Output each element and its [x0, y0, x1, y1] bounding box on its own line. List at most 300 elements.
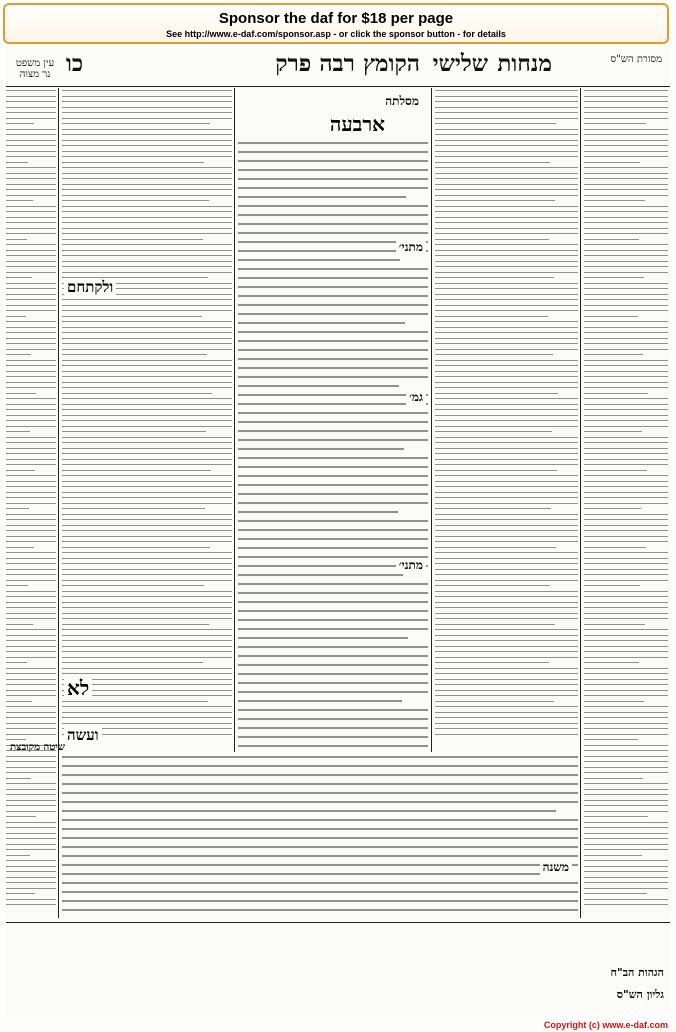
text-line	[584, 266, 668, 267]
text-line	[435, 415, 578, 416]
text-line	[62, 900, 578, 902]
text-line	[6, 800, 56, 801]
text-line	[6, 343, 56, 344]
text-line	[584, 371, 668, 372]
text-line	[6, 772, 56, 773]
text-line	[584, 492, 668, 493]
text-line	[435, 574, 578, 575]
text-line	[238, 142, 428, 144]
text-line	[62, 415, 232, 416]
text-line	[62, 189, 232, 190]
text-line	[584, 481, 668, 482]
text-line	[435, 613, 578, 614]
text-line	[6, 508, 29, 509]
text-line	[62, 635, 232, 636]
text-line	[62, 426, 232, 427]
text-line	[62, 167, 232, 168]
text-line	[238, 682, 428, 684]
text-line	[584, 206, 668, 207]
text-line	[62, 239, 203, 240]
text-line	[584, 349, 668, 350]
text-line	[62, 864, 578, 866]
text-line	[6, 866, 56, 867]
text-line	[238, 484, 428, 486]
text-line	[62, 376, 232, 377]
text-line	[435, 338, 578, 339]
text-line	[584, 288, 668, 289]
text-line	[584, 475, 668, 476]
text-line	[62, 382, 232, 383]
gemara-column	[238, 90, 428, 750]
text-line	[584, 855, 642, 856]
text-line	[6, 849, 56, 850]
text-line	[435, 420, 578, 421]
text-line	[62, 233, 232, 234]
text-line	[435, 112, 578, 113]
text-line	[584, 530, 668, 531]
text-line	[6, 426, 56, 427]
text-line	[435, 635, 578, 636]
text-line	[238, 628, 428, 630]
text-line	[584, 668, 668, 669]
text-line	[584, 904, 668, 905]
text-line	[435, 233, 578, 234]
text-line	[238, 313, 428, 315]
gemara-gemara-marker: גמ׳	[406, 390, 426, 405]
text-line	[435, 453, 578, 454]
text-line	[62, 481, 232, 482]
text-line	[584, 228, 668, 229]
text-line	[6, 794, 56, 795]
text-line	[584, 233, 668, 234]
text-line	[6, 932, 670, 933]
text-line	[584, 453, 668, 454]
text-line	[584, 783, 668, 784]
text-line	[6, 607, 56, 608]
text-line	[584, 860, 668, 861]
text-line	[62, 618, 232, 619]
text-line	[584, 772, 668, 773]
text-line	[6, 972, 670, 973]
text-line	[584, 140, 668, 141]
text-line	[238, 187, 428, 189]
text-line	[584, 134, 668, 135]
text-line	[435, 695, 578, 696]
text-line	[435, 734, 578, 735]
text-line	[584, 651, 668, 652]
text-line	[584, 211, 668, 212]
text-line	[62, 662, 203, 663]
text-line	[435, 118, 578, 119]
text-line	[6, 486, 56, 487]
text-line	[6, 316, 26, 317]
text-line	[584, 409, 668, 410]
text-line	[62, 217, 232, 218]
text-line	[6, 371, 56, 372]
text-line	[435, 728, 578, 729]
text-line	[238, 169, 428, 171]
text-line	[62, 96, 232, 97]
text-line	[435, 184, 578, 185]
text-line	[62, 107, 232, 108]
text-line	[238, 403, 428, 405]
text-line	[238, 700, 402, 702]
text-line	[6, 877, 56, 878]
text-line	[62, 195, 232, 196]
text-line	[6, 712, 56, 713]
text-line	[6, 415, 56, 416]
text-line	[435, 217, 578, 218]
text-line	[238, 448, 404, 450]
text-line	[6, 360, 56, 361]
text-line	[584, 464, 668, 465]
text-line	[62, 525, 232, 526]
text-line	[238, 745, 428, 747]
gemara-continuation	[62, 756, 578, 918]
text-line	[238, 664, 428, 666]
text-line	[584, 844, 668, 845]
text-line	[62, 613, 232, 614]
text-line	[6, 816, 36, 817]
text-line	[584, 684, 668, 685]
text-line	[435, 371, 578, 372]
text-line	[62, 585, 204, 586]
text-line	[584, 547, 646, 548]
text-line	[62, 765, 578, 767]
text-line	[584, 871, 668, 872]
text-line	[238, 718, 428, 720]
text-line	[62, 310, 232, 311]
text-line	[62, 393, 212, 394]
text-line	[6, 261, 56, 262]
chapter-title: הקומץ רבה פרק	[275, 50, 420, 77]
text-line	[6, 996, 670, 997]
text-line	[435, 459, 578, 460]
text-line	[62, 668, 232, 669]
text-line	[584, 431, 642, 432]
text-line	[238, 655, 428, 657]
text-line	[6, 475, 56, 476]
text-line	[435, 376, 578, 377]
text-line	[238, 160, 428, 162]
text-line	[435, 662, 549, 663]
text-line	[584, 646, 668, 647]
text-line	[62, 261, 232, 262]
text-line	[584, 354, 643, 355]
text-line	[6, 822, 56, 823]
text-line	[584, 305, 668, 306]
text-line	[62, 563, 232, 564]
text-line	[435, 162, 550, 163]
masoret-column	[584, 90, 668, 910]
text-line	[62, 774, 578, 776]
text-line	[6, 978, 670, 979]
text-line	[62, 503, 232, 504]
text-line	[6, 728, 56, 729]
text-line	[584, 618, 668, 619]
text-line	[238, 601, 428, 603]
text-line	[435, 151, 578, 152]
text-line	[584, 217, 668, 218]
text-line	[62, 151, 232, 152]
text-line	[435, 398, 578, 399]
text-line	[435, 552, 578, 553]
text-line	[6, 640, 56, 641]
text-line	[6, 591, 56, 592]
text-line	[584, 591, 668, 592]
text-line	[435, 651, 578, 652]
text-line	[62, 437, 232, 438]
text-line	[584, 679, 668, 680]
text-line	[584, 541, 668, 542]
text-line	[584, 613, 668, 614]
text-line	[62, 596, 232, 597]
text-line	[6, 299, 56, 300]
text-line	[584, 519, 668, 520]
text-line	[6, 195, 56, 196]
text-line	[62, 717, 232, 718]
text-line	[435, 646, 578, 647]
text-line	[6, 431, 30, 432]
text-line	[435, 701, 554, 702]
text-line	[6, 635, 56, 636]
text-line	[584, 701, 644, 702]
text-line	[584, 827, 668, 828]
text-line	[62, 514, 232, 515]
text-line	[6, 926, 670, 927]
text-line	[238, 340, 428, 342]
text-line	[6, 984, 670, 985]
text-line	[6, 453, 56, 454]
text-line	[238, 727, 428, 729]
text-line	[435, 431, 552, 432]
sponsor-banner[interactable]	[3, 3, 669, 44]
text-line	[584, 811, 668, 812]
text-line	[435, 354, 553, 355]
text-line	[435, 90, 578, 91]
text-line	[62, 272, 232, 273]
text-line	[435, 305, 578, 306]
text-line	[584, 96, 668, 97]
text-line	[62, 123, 210, 124]
text-line	[62, 420, 232, 421]
text-line	[238, 646, 428, 648]
text-line	[435, 657, 578, 658]
text-line	[62, 453, 232, 454]
text-line	[6, 547, 34, 548]
text-line	[6, 519, 56, 520]
text-line	[584, 123, 646, 124]
text-line	[435, 145, 578, 146]
text-line	[584, 178, 668, 179]
text-line	[62, 316, 202, 317]
rashi-column	[435, 90, 578, 750]
text-line	[62, 305, 232, 306]
text-line	[584, 558, 668, 559]
text-line	[584, 442, 668, 443]
text-line	[435, 250, 578, 251]
text-line	[6, 938, 670, 939]
text-line	[238, 196, 406, 198]
text-line	[6, 178, 56, 179]
text-line	[435, 178, 578, 179]
text-line	[62, 651, 232, 652]
text-line	[62, 486, 232, 487]
text-line	[238, 178, 428, 180]
copyright-notice: Copyright (c) www.e-daf.com	[543, 1020, 668, 1030]
text-line	[6, 409, 56, 410]
text-line	[584, 200, 645, 201]
text-line	[62, 184, 232, 185]
text-line	[6, 739, 26, 740]
text-line	[435, 607, 578, 608]
text-line	[6, 833, 56, 834]
text-line	[435, 492, 578, 493]
text-line	[62, 387, 232, 388]
tosafot-column	[62, 90, 232, 750]
text-line	[238, 637, 408, 639]
text-line	[6, 503, 56, 504]
text-line	[6, 961, 648, 962]
text-line	[6, 668, 56, 669]
text-line	[584, 250, 668, 251]
text-line	[6, 624, 33, 625]
text-line	[62, 569, 232, 570]
text-line	[6, 717, 56, 718]
text-line	[435, 365, 578, 366]
text-line	[584, 151, 668, 152]
text-line	[6, 283, 56, 284]
text-line	[435, 173, 578, 174]
text-line	[435, 437, 578, 438]
tractate-name: מנחות	[497, 50, 552, 77]
text-line	[435, 602, 578, 603]
text-line	[584, 794, 668, 795]
perek-name: שלישי	[432, 50, 488, 77]
text-line	[435, 129, 578, 130]
text-line	[238, 709, 428, 711]
text-line	[584, 723, 668, 724]
text-line	[584, 673, 668, 674]
text-line	[6, 173, 56, 174]
text-line	[584, 343, 668, 344]
text-line	[6, 338, 56, 339]
text-line	[62, 129, 232, 130]
text-line	[6, 294, 56, 295]
footer-rule	[6, 922, 670, 923]
text-line	[6, 552, 56, 553]
text-line	[62, 475, 232, 476]
shita-mekubetzet-label: שיטה מקובצת	[10, 742, 65, 753]
divider-tosafot	[234, 88, 235, 752]
text-line	[6, 596, 56, 597]
text-line	[238, 502, 428, 504]
text-line	[6, 420, 56, 421]
text-line	[62, 591, 232, 592]
text-line	[584, 536, 668, 537]
text-line	[584, 486, 668, 487]
text-line	[6, 949, 670, 950]
text-line	[435, 200, 555, 201]
text-line	[435, 239, 549, 240]
text-line	[238, 610, 428, 612]
text-line	[435, 360, 578, 361]
text-line	[435, 382, 578, 383]
daf-number: כו	[66, 50, 84, 77]
text-line	[6, 805, 56, 806]
text-line	[435, 426, 578, 427]
text-line	[6, 844, 56, 845]
text-line	[6, 761, 56, 762]
text-line	[6, 398, 56, 399]
text-line	[238, 358, 428, 360]
text-line	[6, 167, 56, 168]
text-line	[6, 464, 56, 465]
text-line	[584, 866, 668, 867]
text-line	[435, 244, 578, 245]
text-line	[584, 585, 640, 586]
text-line	[584, 239, 639, 240]
text-line	[238, 691, 428, 693]
text-line	[62, 640, 232, 641]
text-line	[238, 736, 428, 738]
text-line	[6, 618, 56, 619]
text-line	[62, 837, 578, 839]
text-line	[435, 272, 578, 273]
ein-mishpat-column	[6, 90, 56, 910]
text-line	[435, 706, 578, 707]
text-line	[435, 310, 578, 311]
text-line	[584, 778, 643, 779]
text-line	[62, 244, 232, 245]
text-line	[6, 492, 56, 493]
text-line	[6, 684, 56, 685]
text-line	[435, 519, 578, 520]
text-line	[6, 514, 56, 515]
text-line	[6, 646, 56, 647]
text-line	[62, 464, 232, 465]
text-line	[584, 184, 668, 185]
text-line	[6, 882, 56, 883]
text-line	[62, 646, 232, 647]
text-line	[6, 129, 56, 130]
sponsor-banner-subtitle: See http://www.e-daf.com/sponsor.asp - or click the sponsor button - for details	[166, 29, 506, 39]
text-line	[435, 107, 578, 108]
text-line	[584, 222, 668, 223]
text-line	[435, 497, 578, 498]
text-line	[62, 492, 232, 493]
text-line	[435, 409, 578, 410]
text-line	[62, 712, 232, 713]
text-line	[62, 547, 210, 548]
text-line	[62, 828, 578, 830]
text-line	[6, 899, 56, 900]
text-line	[584, 129, 668, 130]
gemara-mishna-marker-1: מתני׳	[396, 240, 426, 255]
text-line	[6, 354, 31, 355]
text-line	[584, 156, 668, 157]
text-line	[435, 591, 578, 592]
tosafot-heading-2: לא	[64, 676, 92, 701]
text-line	[62, 250, 232, 251]
text-line	[6, 497, 56, 498]
text-line	[435, 299, 578, 300]
text-line	[584, 756, 668, 757]
text-line	[6, 789, 56, 790]
text-line	[435, 475, 578, 476]
text-line	[584, 624, 645, 625]
text-line	[584, 552, 668, 553]
